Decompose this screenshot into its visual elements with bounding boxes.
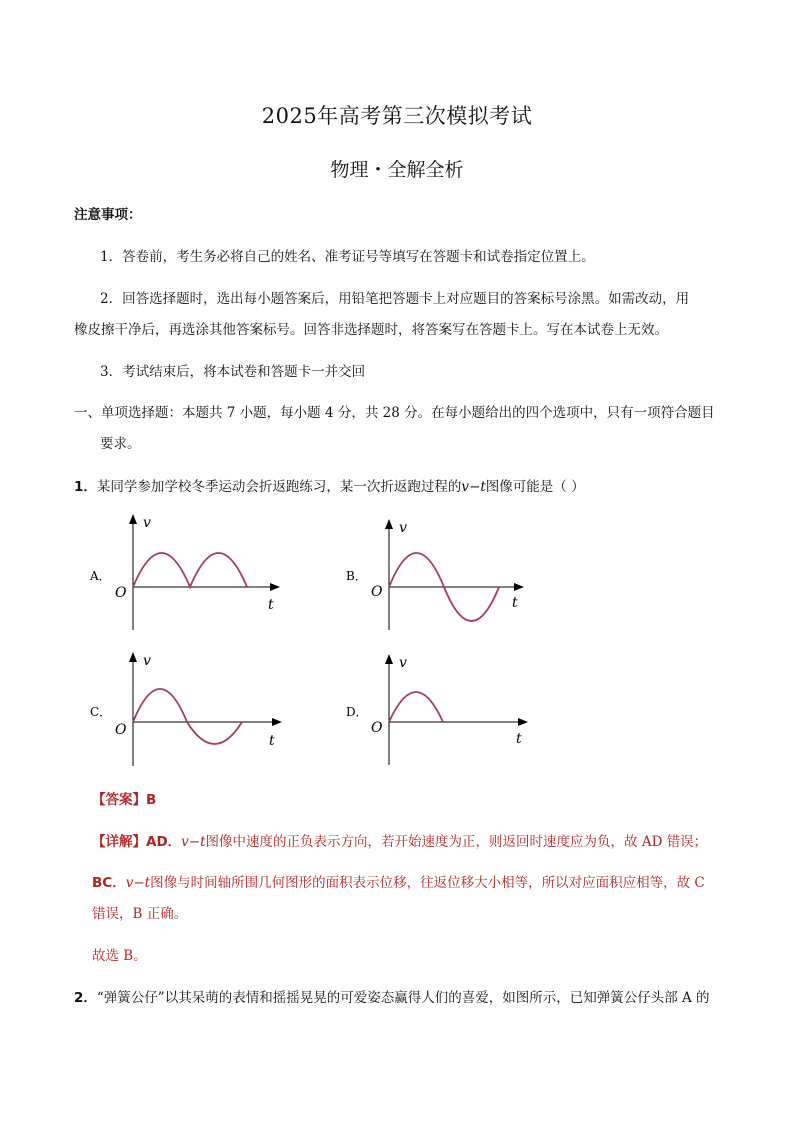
- option-d-v-label: v: [399, 655, 407, 671]
- question-2-text: “弹簧公仔”以其呆萌的表情和摇摇晃晃的可爱姿态赢得人们的喜爱，如图所示，已知弹簧公仔头部 A 的: [96, 990, 710, 1006]
- option-a-graph: [88, 510, 298, 640]
- option-d-t-arrow: [518, 718, 528, 726]
- option-b-t-label: t: [512, 595, 518, 611]
- option-a-curve: [133, 553, 247, 587]
- detail-tag: 【详解】: [92, 834, 146, 850]
- conclusion: 故选 B。: [92, 948, 147, 964]
- detail-line-1: [92, 832, 707, 852]
- option-a-origin: O: [115, 585, 127, 601]
- option-b-graph: [344, 515, 544, 635]
- option-b-v-arrow: [385, 519, 393, 529]
- option-b-origin: O: [371, 584, 383, 600]
- option-c-v-label: v: [143, 653, 151, 669]
- section-heading-line-2: 要求。: [100, 436, 141, 452]
- option-c-label: C．: [90, 705, 112, 719]
- page-subtitle: 物理・全解全析: [330, 159, 464, 181]
- option-d-origin: O: [371, 720, 383, 736]
- option-a-t-arrow: [270, 583, 280, 591]
- detail-line-3: 错误，B 正确。: [92, 906, 188, 922]
- question-1-number: 1．: [74, 479, 97, 495]
- notice-item-2-line-1: 2．回答选择题时，选出每小题答案后，用铅笔把答题卡上对应题目的答案标号涂黑。如需改动，用: [100, 291, 690, 307]
- detail-1-text: 图像中速度的正负表示方向，若开始速度为正，则返回时速度应为负，故 AD 错误；: [205, 834, 708, 850]
- detail-2-vt: v−t: [125, 875, 151, 891]
- question-1-text-b: 图像可能是（ ）: [485, 479, 585, 495]
- notice-item-1: 1．答卷前，考生务必将自己的姓名、准考证号等填写在答题卡和试卷指定位置上。: [100, 249, 595, 265]
- detail-2-prefix: BC．: [92, 875, 126, 891]
- option-d-t-label: t: [516, 731, 522, 747]
- detail-2-text: 图像与时间轴所围几何图形的面积表示位移，往返位移大小相等，所以对应面积应相等，故 C: [150, 875, 705, 891]
- option-d-graph: [344, 650, 544, 770]
- option-a-label: A．: [90, 569, 111, 583]
- option-c-origin: O: [115, 722, 127, 738]
- question-2-number: 2．: [74, 990, 97, 1006]
- option-c-curve: [133, 689, 242, 744]
- notice-item-3: 3．考试结束后，将本试卷和答题卡一并交回: [100, 364, 366, 380]
- option-a-t-label: t: [268, 597, 274, 613]
- question-2-stem: [74, 988, 710, 1008]
- option-a-v-label: v: [143, 515, 151, 531]
- answer-line: [92, 790, 156, 810]
- answer-value: B: [146, 792, 157, 808]
- option-a-v-arrow: [129, 514, 137, 524]
- notice-heading: 注意事项：: [74, 207, 142, 223]
- page-title: 2025年高考第三次模拟考试: [261, 104, 533, 128]
- notice-item-2-line-2: 橡皮擦干净后，再选涂其他答案标号。回答非选择题时，将答案写在答题卡上。写在本试卷上无效。: [74, 322, 668, 338]
- option-b-label: B．: [346, 569, 367, 583]
- option-b-t-arrow: [514, 583, 524, 591]
- option-c-t-label: t: [269, 733, 275, 749]
- detail-1-vt: v−t: [181, 834, 206, 850]
- option-b-v-label: v: [399, 520, 407, 536]
- answer-tag: 【答案】: [92, 792, 146, 808]
- section-heading-line-1: 一、单项选择题：本题共 7 小题，每小题 4 分，共 28 分。在每小题给出的四个选项中，只有一项符合题目: [74, 405, 715, 421]
- option-c-t-arrow: [272, 718, 282, 726]
- question-1-stem: [74, 477, 585, 497]
- option-d-label: D．: [346, 705, 368, 719]
- question-1-vt: v−t: [461, 479, 486, 495]
- detail-line-2: [92, 873, 705, 893]
- detail-1-prefix: AD．: [146, 834, 182, 850]
- option-d-v-arrow: [385, 654, 393, 664]
- option-d-curve: [389, 692, 443, 722]
- option-c-v-arrow: [129, 652, 137, 662]
- question-1-text-a: 某同学参加学校冬季运动会折返跑练习，某一次折返跑过程的: [96, 479, 462, 495]
- option-c-graph: [88, 648, 298, 773]
